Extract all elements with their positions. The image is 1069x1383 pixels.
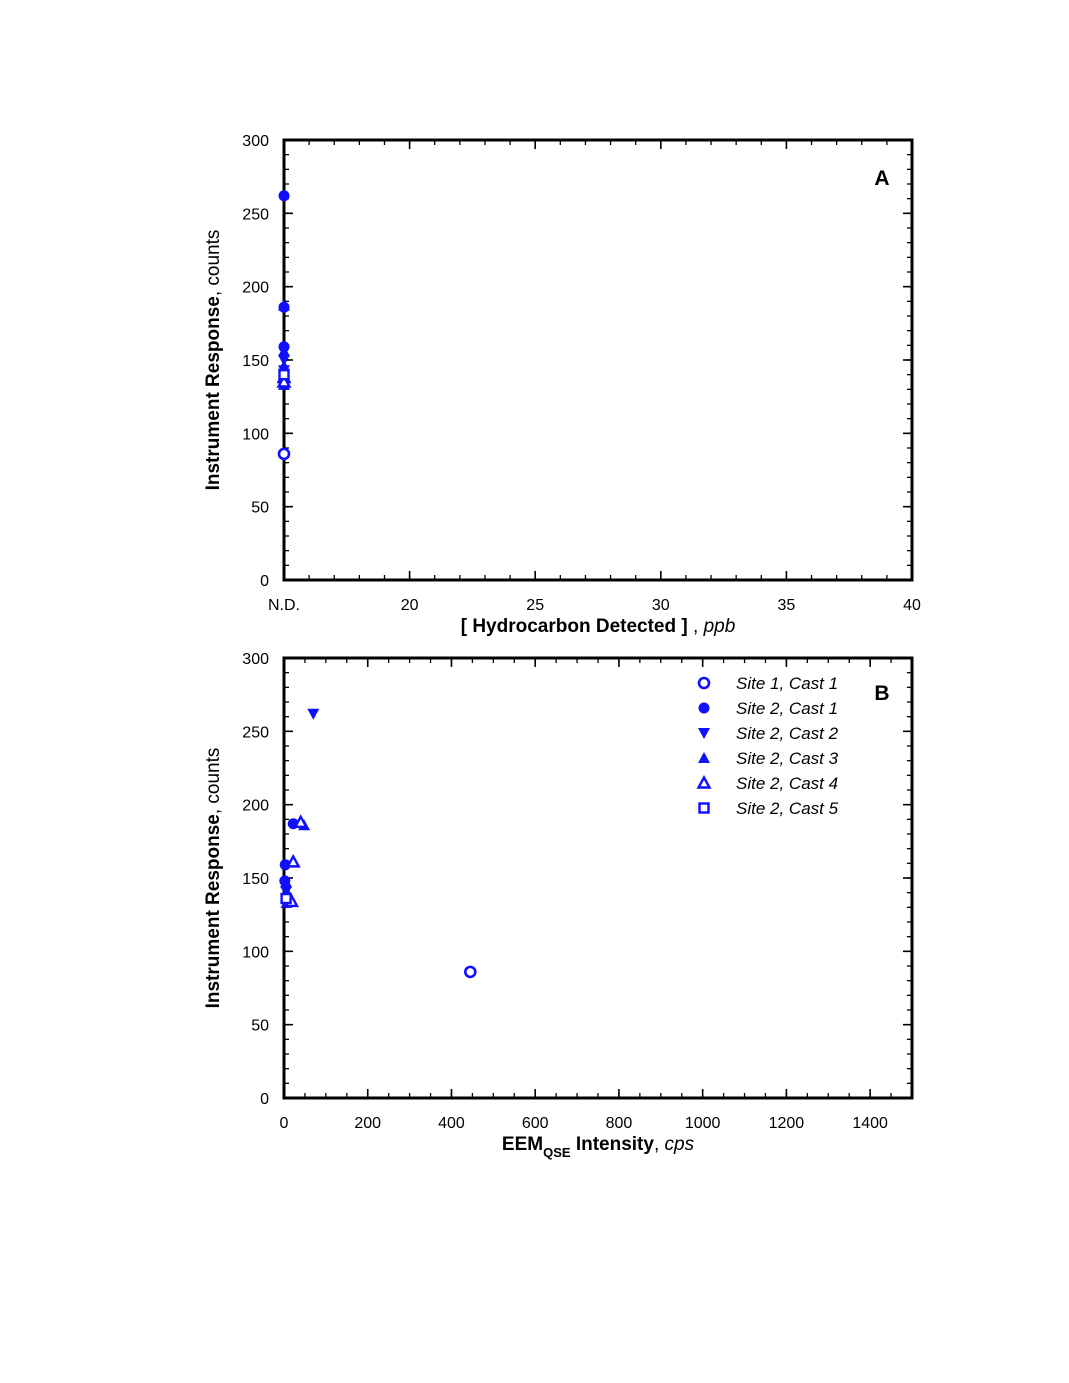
y-tick-label: 250 [242, 724, 269, 742]
y-tick-label: 150 [242, 871, 269, 888]
y-tick-label: 150 [242, 353, 269, 370]
x-tick-label: 40 [903, 597, 921, 614]
x-tick-label: N.D. [268, 597, 300, 614]
data-point [280, 370, 289, 379]
legend-item [699, 674, 838, 693]
legend [698, 674, 839, 818]
legend-item [699, 699, 839, 718]
panel-b [203, 651, 912, 1160]
series-square-open [280, 370, 289, 379]
x-axis-title: [ Hydrocarbon Detected ] , ppb [460, 616, 736, 637]
series-circle-filled [279, 818, 298, 886]
data-point [288, 856, 299, 866]
x-tick-label: 35 [777, 597, 796, 614]
y-axis-title: Instrument Response, counts [203, 747, 224, 1009]
y-tick-label: 200 [242, 279, 269, 297]
y-tick-label: 300 [242, 651, 269, 668]
y-tick-label: 300 [242, 133, 269, 150]
legend-item [698, 749, 839, 768]
panel-label: B [874, 682, 890, 705]
data-point [282, 894, 291, 903]
x-tick-label: 600 [521, 1115, 549, 1132]
y-axis-title: Instrument Response, counts [203, 229, 224, 491]
legend-marker [698, 728, 710, 739]
legend-item [699, 774, 839, 793]
x-tick-label: 20 [400, 597, 419, 614]
legend-label: Site 2, Cast 4 [736, 774, 839, 793]
y-tick-label: 0 [260, 1091, 269, 1108]
y-tick-label: 0 [260, 573, 269, 590]
x-tick-label: 800 [605, 1115, 633, 1132]
x-tick-label: 1400 [852, 1115, 888, 1132]
legend-marker [699, 678, 709, 688]
data-point [279, 190, 290, 201]
legend-label: Site 2, Cast 5 [736, 799, 839, 818]
x-axis-title: $EEM_{QSE}$ Intensity, cps [501, 1134, 695, 1160]
legend-marker [699, 778, 710, 788]
legend-label: Site 2, Cast 2 [736, 724, 839, 743]
data-point [465, 967, 475, 977]
tick-labels [242, 133, 921, 614]
legend-label: Site 2, Cast 1 [736, 699, 839, 718]
y-tick-label: 250 [242, 206, 269, 224]
x-tick-label: 0 [279, 1115, 289, 1132]
legend-marker [700, 804, 709, 813]
data-point [279, 449, 289, 459]
legend-item [700, 799, 839, 818]
x-tick-label: 400 [438, 1115, 465, 1132]
series-square-open [282, 894, 291, 903]
x-tick-label: 30 [651, 597, 670, 614]
y-tick-label: 100 [242, 944, 269, 962]
legend-marker [699, 703, 710, 714]
y-tick-label: 50 [251, 1017, 269, 1035]
series-circle-open [465, 967, 475, 977]
panel-a [203, 133, 921, 637]
series-circle-open [279, 449, 289, 459]
data-points [279, 709, 475, 977]
major-ticks [284, 140, 912, 580]
y-tick-label: 200 [242, 797, 269, 815]
y-tick-label: 50 [251, 499, 269, 517]
legend-marker [698, 752, 710, 763]
x-tick-label: 200 [354, 1115, 382, 1132]
x-tick-label: 25 [526, 597, 545, 614]
minor-ticks [284, 140, 912, 580]
legend-label: Site 1, Cast 1 [736, 674, 839, 693]
plot-frame [284, 140, 912, 580]
x-tick-label: 1200 [768, 1115, 805, 1132]
panel-label: A [874, 167, 890, 190]
data-point [307, 709, 319, 720]
legend-item [698, 724, 839, 743]
legend-label: Site 2, Cast 3 [736, 749, 839, 768]
y-tick-label: 100 [242, 426, 269, 444]
data-point [295, 817, 306, 827]
x-tick-label: 1000 [684, 1115, 721, 1132]
